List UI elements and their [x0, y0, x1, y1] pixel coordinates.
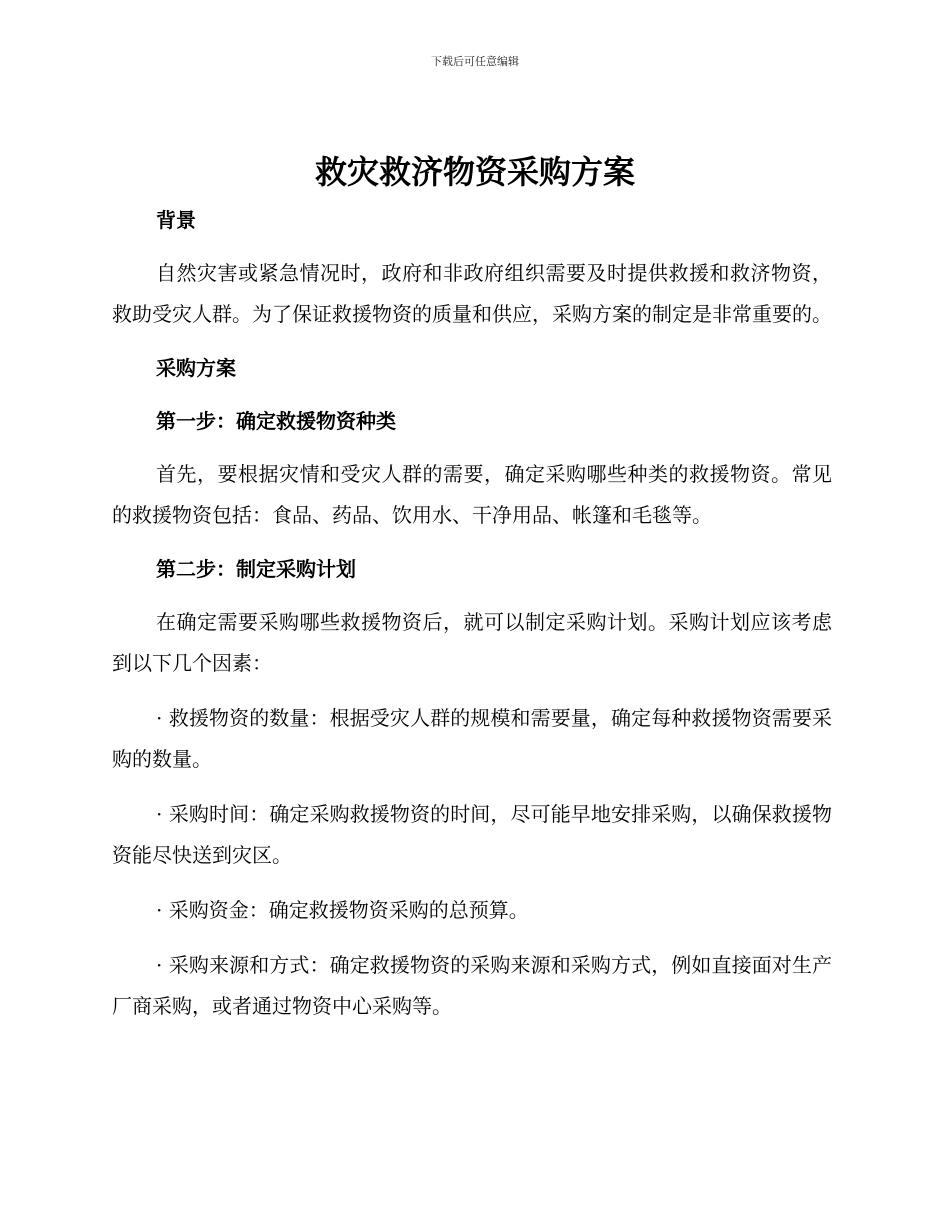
section-heading-step1: 第一步：确定救援物资种类 [156, 409, 396, 433]
page-header-note: 下载后可任意编辑 [431, 55, 519, 68]
document-body [112, 200, 832, 1027]
section-heading-step2: 第二步：制定采购计划 [156, 557, 356, 581]
paragraph-background: 自然灾害或紧急情况时，政府和非政府组织需要及时提供救援和救济物资，救助受灾人群。为了保证救援物资的质量和供应，采购方案的制定是非常重要的。 [112, 261, 832, 326]
spacer [112, 931, 832, 945]
section-heading-background: 背景 [156, 208, 196, 232]
spacer [112, 589, 832, 602]
section-heading-plan: 采购方案 [156, 356, 236, 380]
spacer [112, 684, 832, 698]
bullet-item-time: · 采购时间：确定采购救援物资的时间，尽可能早地安排采购，以确保救援物资能尽快送到灾区。 [112, 802, 832, 867]
bullet-item-quantity: · 救援物资的数量：根据受灾人群的规模和需要量，确定每种救援物资需要采购的数量。 [112, 706, 832, 771]
bullet-item-funds: · 采购资金：确定救援物资采购的总预算。 [156, 898, 529, 922]
spacer [112, 441, 832, 454]
spacer [112, 388, 832, 401]
spacer [112, 335, 832, 348]
document-title: 救灾救济物资采购方案 [314, 153, 635, 191]
bullet-item-source: · 采购来源和方式：确定救援物资的采购来源和采购方式，例如直接面对生产厂商采购，或者通过物资中心采购等。 [112, 953, 832, 1018]
spacer [112, 780, 832, 794]
paragraph-step2: 在确定需要采购哪些救援物资后，就可以制定采购计划。采购计划应该考虑到以下几个因素： [112, 610, 832, 675]
paragraph-step1: 首先，要根据灾情和受灾人群的需要，确定采购哪些种类的救援物资。常见的救援物资包括：食品、药品、饮用水、干净用品、帐篷和毛毯等。 [112, 462, 832, 527]
spacer [112, 536, 832, 549]
spacer [112, 240, 832, 253]
spacer [112, 876, 832, 890]
